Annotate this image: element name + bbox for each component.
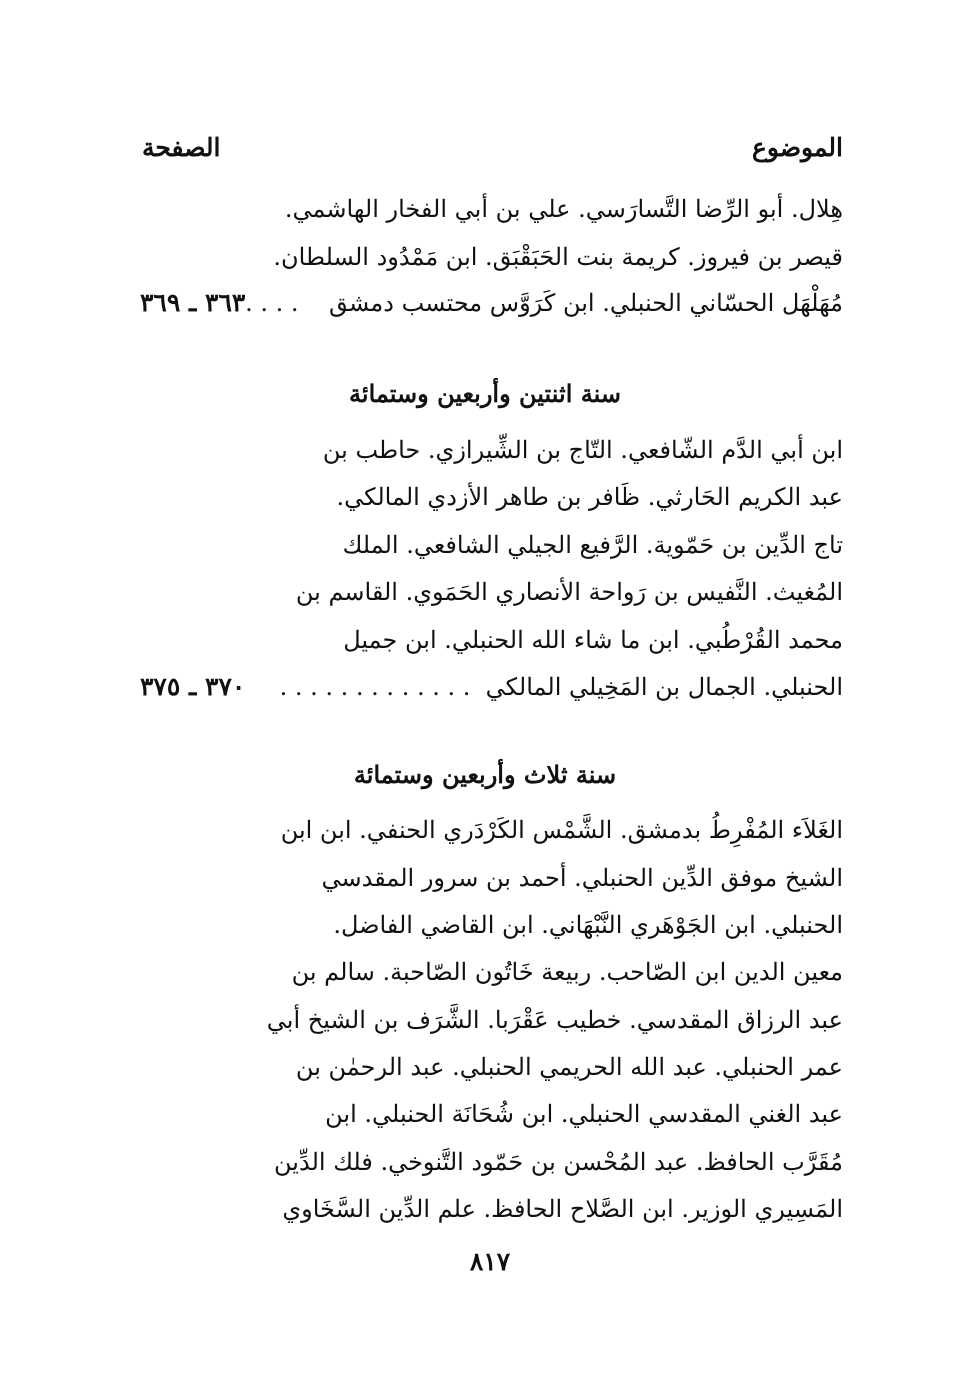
index-line: عبد الغني المقدسي الحنبلي. ابن شُحَانَة الحنبلي. ابن bbox=[325, 1100, 843, 1128]
index-line: معين الدين ابن الصّاحب. ربيعة خَاتُون الصّاحبة. سالم بن bbox=[291, 958, 843, 986]
index-line-text: الحنبلي. الجمال بن المَخِيلي المالكي bbox=[485, 673, 843, 701]
index-line: عمر الحنبلي. عبد الله الحريمي الحنبلي. عبد الرحمٰن بن bbox=[295, 1053, 843, 1081]
index-line-last bbox=[279, 664, 843, 710]
index-line: هِلال. أبو الرِّضا التَّسارَسي. علي بن أبي الفخار الهاشمي. bbox=[284, 195, 843, 223]
index-line: مُقَرَّب الحافظ. عبد المُحْسن بن حَمّود التَّنوخي. فلك الدِّين bbox=[274, 1148, 843, 1176]
leader-dots: . . . . . . . . . . . . . bbox=[279, 673, 471, 701]
column-header-page: الصفحة bbox=[142, 133, 221, 162]
index-line: الحنبلي. ابن الجَوْهَري النَّبْهَاني. ابن القاضي الفاضل. bbox=[333, 911, 843, 939]
index-line: تاج الدِّين بن حَمّوية. الرَّفيع الجيلي الشافعي. الملك bbox=[342, 531, 843, 559]
column-header-topic: الموضوع bbox=[752, 133, 843, 162]
index-line-text: مُهَلْهَل الحسّاني الحنبلي. ابن كَرَوَّس محتسب دمشق bbox=[329, 289, 843, 317]
index-line: قيصر بن فيروز. كريمة بنت الحَبَقْبَق. ابن مَمْدُود السلطان. bbox=[273, 243, 843, 271]
index-line: الشيخ موفق الدِّين الحنبلي. أحمد بن سرور المقدسي bbox=[321, 864, 843, 892]
index-line: الغَلاَء المُفْرِطُ بدمشق. الشَّمْس الكَرْدَري الحنفي. ابن ابن bbox=[280, 816, 843, 844]
index-line: عبد الرزاق المقدسي. خطيب عَقْرَبا. الشَّرَف بن الشيخ أبي bbox=[266, 1006, 843, 1034]
index-line-last bbox=[245, 280, 843, 326]
year-heading: سنة اثنتين وأربعين وستمائة bbox=[349, 379, 621, 408]
year-heading: سنة ثلاث وأربعين وستمائة bbox=[353, 760, 617, 789]
index-line: ابن أبي الدَّم الشّافعي. التّاج بن الشِّيرازي. حاطب بن bbox=[322, 436, 843, 464]
index-line: محمد القُرْطُبي. ابن ما شاء الله الحنبلي. ابن جميل bbox=[343, 626, 843, 654]
page-number: ٨١٧ bbox=[469, 1247, 511, 1276]
leader-dots: . . . . bbox=[245, 289, 299, 317]
page-range: ٣٧٠ ـ ٣٧٥ bbox=[140, 672, 246, 701]
index-line: المُغيث. النَّفيس بن رَواحة الأنصاري الحَمَوي. القاسم بن bbox=[295, 578, 843, 606]
index-line: المَسِيري الوزير. ابن الصَّلاح الحافظ. علم الدِّين السَّخَاوي bbox=[282, 1195, 843, 1223]
index-line: عبد الكريم الحَارثي. ظَافر بن طاهر الأزدي المالكي. bbox=[336, 483, 843, 511]
page-range: ٣٦٣ ـ ٣٦٩ bbox=[140, 288, 246, 317]
